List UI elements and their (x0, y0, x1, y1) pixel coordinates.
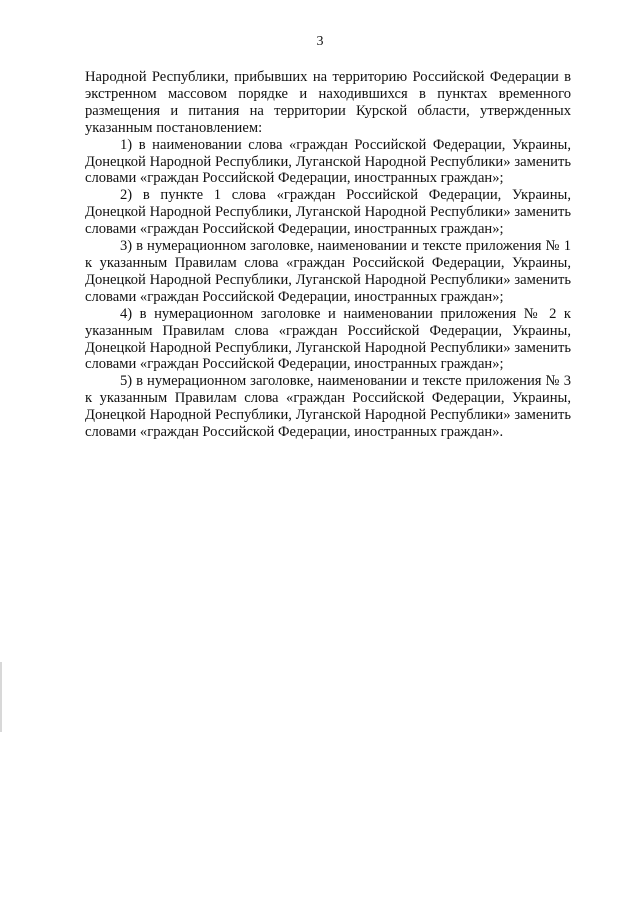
page-number: 3 (316, 34, 324, 49)
paragraph-item-4: 4) в нумерационном заголовке и наименовании приложения № 2 к указанным Правилам слова «граждан Российской Федерации, Украины, Донецкой Народной Республики, Луганской Народной Республики» заменить словами «граждан Российской Федерации, иностранных граждан»; (85, 305, 571, 373)
paragraph-item-1: 1) в наименовании слова «граждан Российской Федерации, Украины, Донецкой Народной Республики, Луганской Народной Республики» заменить словами «граждан Российской Федерации, иностранных граждан»; (85, 136, 571, 187)
paragraph-item-5: 5) в нумерационном заголовке, наименовании и тексте приложения № 3 к указанным Правилам слова «граждан Российской Федерации, Украины, Донецкой Народной Республики, Луганской Народной Республики» заменить словами «граждан Российской Федерации, иностранных граждан». (85, 373, 571, 441)
scan-edge-mark (0, 662, 2, 732)
paragraph-item-3: 3) в нумерационном заголовке, наименовании и тексте приложения № 1 к указанным Правилам слова «граждан Российской Федерации, Украины, Донецкой Народной Республики, Луганской Народной Республики» заменить словами «граждан Российской Федерации, иностранных граждан»; (85, 238, 571, 305)
paragraph-continuation: Народной Республики, прибывших на территорию Российской Федерации в экстренном массовом порядке и находившихся в пунктах временного размещения и питания на территории Курской области, утвержденных указанным постановлением: (85, 69, 571, 136)
document-body (85, 69, 571, 441)
paragraph-item-2: 2) в пункте 1 слова «граждан Российской Федерации, Украины, Донецкой Народной Республики, Луганской Народной Республики» заменить словами «граждан Российской Федерации, иностранных граждан»; (85, 187, 571, 238)
